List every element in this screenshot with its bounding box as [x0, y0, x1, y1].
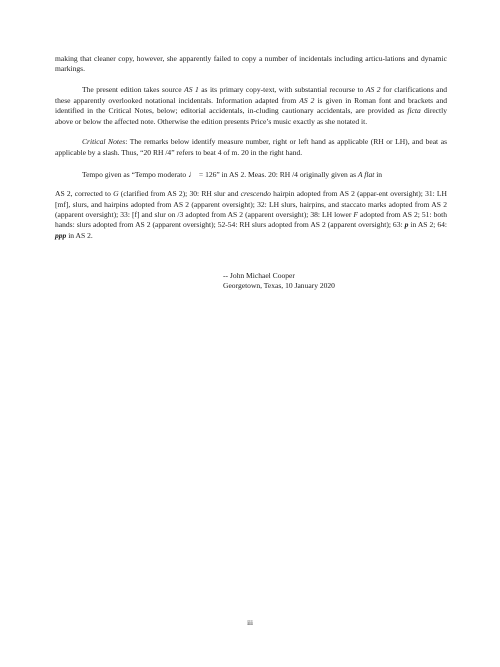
text-run: in	[374, 169, 383, 179]
text-run: The present edition takes source	[82, 85, 185, 95]
text-run: in AS 2.	[66, 230, 93, 240]
page-number: iii	[247, 619, 253, 627]
source-ref: AS 2	[365, 85, 381, 95]
dynamic-mark: p	[404, 220, 409, 230]
text-run: (clarified from AS 2); 30: RH slur and	[118, 189, 241, 199]
text-run: is given in Roman font and brackets and identified in the Critical Notes, below; editorial accidentals, in-cluding cautionary accidentals, are provided as	[55, 95, 448, 116]
text-run: : The remarks below identify measure number, right or left hand as applicable (RH or LH), and beat as applicable by a slash. Thus, “20 RH /4” refers to beat 4 of m. 20 in the right hand.	[55, 137, 448, 157]
pitch-name: F	[353, 209, 359, 219]
text-run: AS 2, corrected to	[55, 189, 114, 199]
paragraph-text: making that cleaner copy, however, she apparently failed to copy a number of incidentals including articu-lations and dynamic markings.	[55, 54, 447, 74]
dynamic-mark: ppp	[55, 230, 67, 240]
text-run: Tempo given as “Tempo moderato	[82, 169, 189, 179]
quarter-note-icon: ♩	[188, 168, 198, 179]
text-run: adopted from AS 2; 51: both hands: slurs adopted from AS 2 (apparent oversight); 52-54: RH slurs adopted from AS 2 (apparent oversight); 63:	[55, 209, 447, 230]
source-ref: AS 1	[184, 85, 199, 95]
paragraph-critical-notes-intro	[55, 137, 447, 158]
source-ref: AS 2	[299, 95, 315, 105]
signature-block	[223, 271, 335, 292]
page-body	[55, 54, 447, 241]
signature-place-date: Georgetown, Texas, 10 January 2020	[223, 281, 335, 291]
text-run: directly above or below the affected note. Otherwise the edition presents Price’s music exactly as she notated it.	[55, 106, 447, 126]
paragraph-measure-notes	[55, 189, 447, 241]
paragraph-edition-source	[55, 85, 447, 127]
text-run: = 126” in AS 2. Meas. 20: RH /4 originally given as	[197, 169, 358, 179]
text-run: in AS 2; 64:	[408, 220, 447, 230]
dynamic-term: crescendo	[240, 189, 271, 199]
text-run: hairpin adopted from AS 2 (appar-ent oversight); 31: LH [mf], slurs, and hairpins adopted from AS 2 (apparent oversight); 32: LH slurs, hairpins, and staccato marks adopted from AS 2 (apparent oversight); 33: [f] and slur on /3 adopted from AS 2 (apparent oversight); 38: LH lower	[55, 189, 447, 219]
text-run: as its primary copy-text, with substantial recourse to	[198, 85, 366, 95]
text-run: for clarifications and these apparently overlooked notational incidentals. Information adapted from	[55, 85, 448, 105]
ficta-term: ficta	[407, 106, 421, 116]
paragraph-continuation	[55, 54, 447, 75]
critical-notes-heading: Critical Notes	[82, 137, 126, 147]
signature-name: -- John Michael Cooper	[223, 271, 295, 280]
paragraph-tempo	[55, 169, 447, 180]
pitch-name: A flat	[357, 169, 375, 179]
pitch-name: G	[113, 189, 119, 199]
